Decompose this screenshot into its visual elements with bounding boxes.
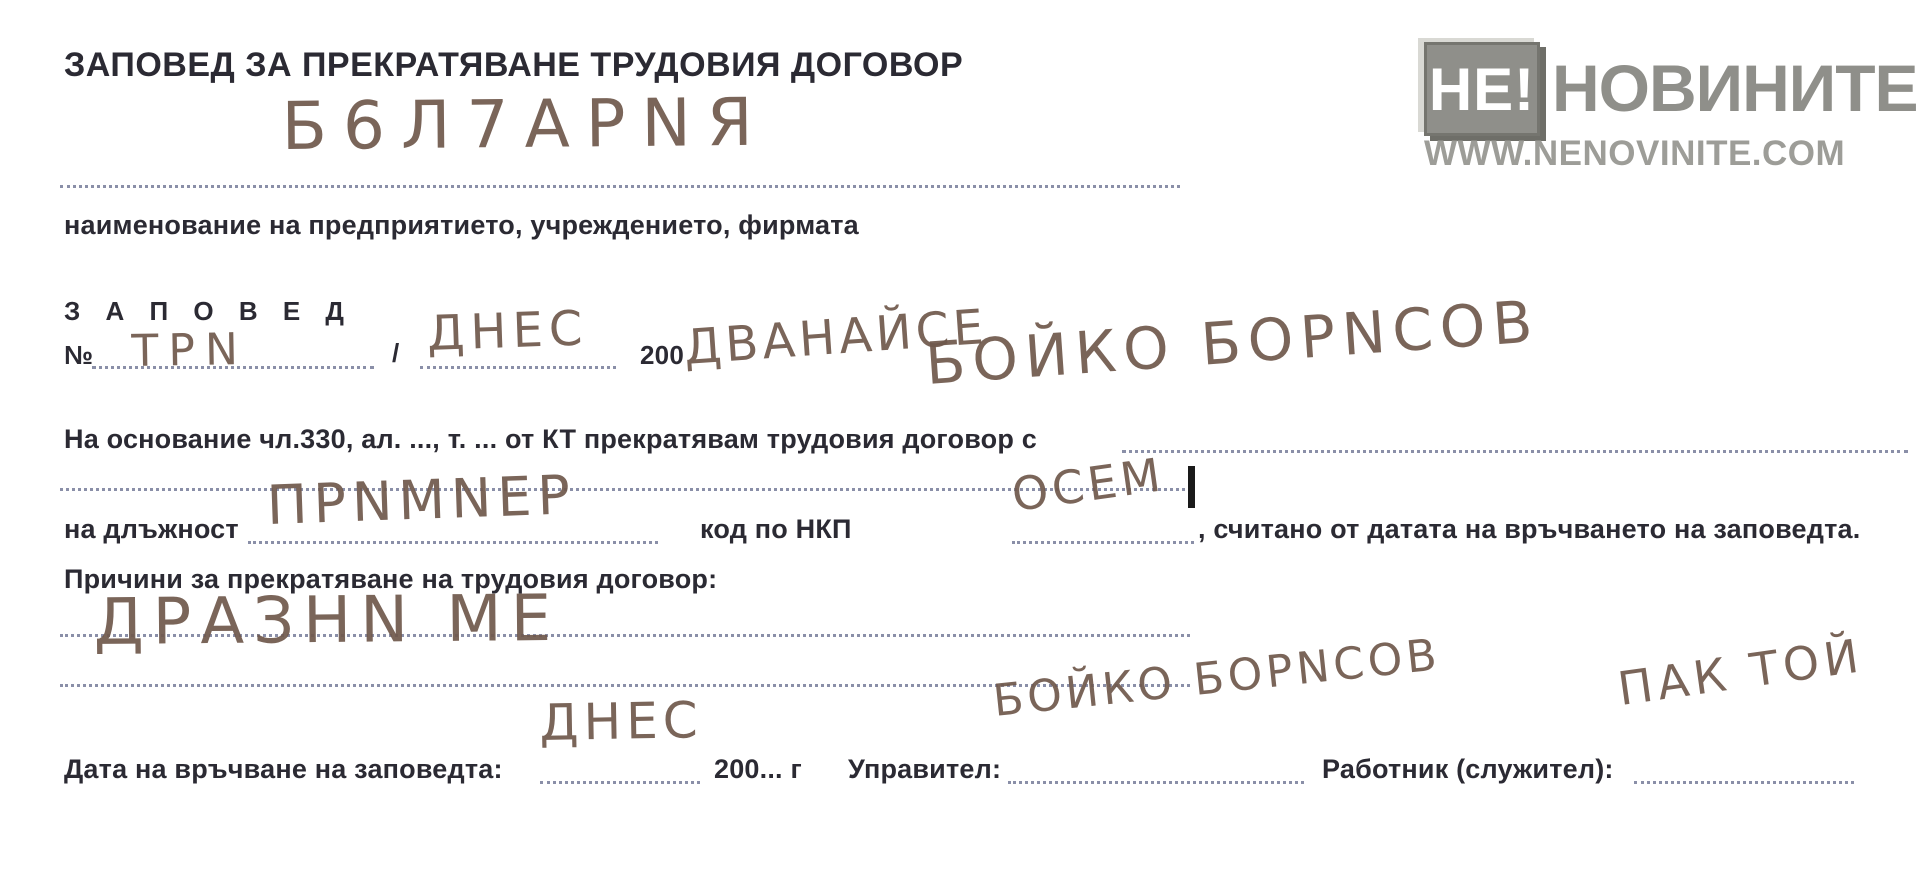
delivery-date-label: Дата на връчване на заповедта:: [64, 754, 503, 784]
employee-signature-dotted-line: [1634, 781, 1854, 784]
document-title: ЗАПОВЕД ЗА ПРЕКРАТЯВАНЕ ТРУДОВИЯ ДОГОВОР: [64, 46, 964, 84]
grounds-line: На основание чл.330, ал. ..., т. ... от КТ прекратявам трудовия договор с: [64, 424, 1037, 454]
position-dotted-line: [248, 541, 658, 544]
position-handwritten: ПРNМNЕР: [265, 463, 578, 537]
order-heading: З А П О В Е Д: [64, 296, 353, 326]
delivery-date-handwritten: ДНЕС: [538, 691, 704, 752]
nenovinite-logo-box: [1424, 42, 1540, 136]
nenovinite-logo-ne-text: НЕ!: [1428, 55, 1536, 123]
order-number-handwritten: ТРN: [131, 323, 249, 377]
position-suffix: , считано от датата на връчването на заповедта.: [1198, 514, 1861, 544]
order-date-dotted-line: [420, 366, 616, 369]
nkp-dotted-line: [1012, 541, 1194, 544]
reasons-label: Причини за прекратяване на трудовия договор:: [64, 564, 718, 594]
order-number-separator: /: [392, 338, 400, 368]
nkp-label: код по НКП: [700, 514, 852, 544]
employee-name-dotted-line: [1122, 450, 1908, 453]
reasons-handwritten: ДРАЗНN МЕ: [93, 581, 561, 660]
employee-signature-handwritten: ПАК ТОЙ: [1614, 628, 1867, 716]
employee-name-handwritten: БОЙКО БОРNСОВ: [923, 287, 1542, 398]
nenovinite-url: WWW.NENOVINITE.COM: [1424, 134, 1846, 173]
nenovinite-logo-text: НОВИНИТЕ: [1552, 51, 1918, 125]
manager-signature-dotted-line: [1008, 781, 1304, 784]
nkp-value-handwritten: ОСЕМ: [1008, 447, 1168, 522]
order-number-prefix: №: [64, 340, 94, 370]
order-date-handwritten: ДНЕС: [426, 300, 590, 362]
order-year-prefix: 200: [640, 340, 684, 370]
manager-label: Управител:: [848, 754, 1002, 784]
company-name-handwritten: Б6Л7АРNЯ: [281, 83, 770, 165]
company-name-dotted-line: [60, 185, 1180, 188]
delivery-date-dotted-line: [540, 781, 700, 784]
text-cursor: [1188, 466, 1195, 508]
position-label: на длъжност: [64, 514, 239, 544]
employee-signature-label: Работник (служител):: [1322, 754, 1614, 784]
order-year-handwritten: ДВАНАЙСЕ: [682, 298, 990, 376]
footer-year-text: 200... г: [714, 754, 802, 784]
company-caption: наименование на предприятието, учреждението, фирмата: [64, 210, 859, 240]
manager-signature-handwritten: БОЙКО БОРNСОВ: [990, 629, 1443, 727]
